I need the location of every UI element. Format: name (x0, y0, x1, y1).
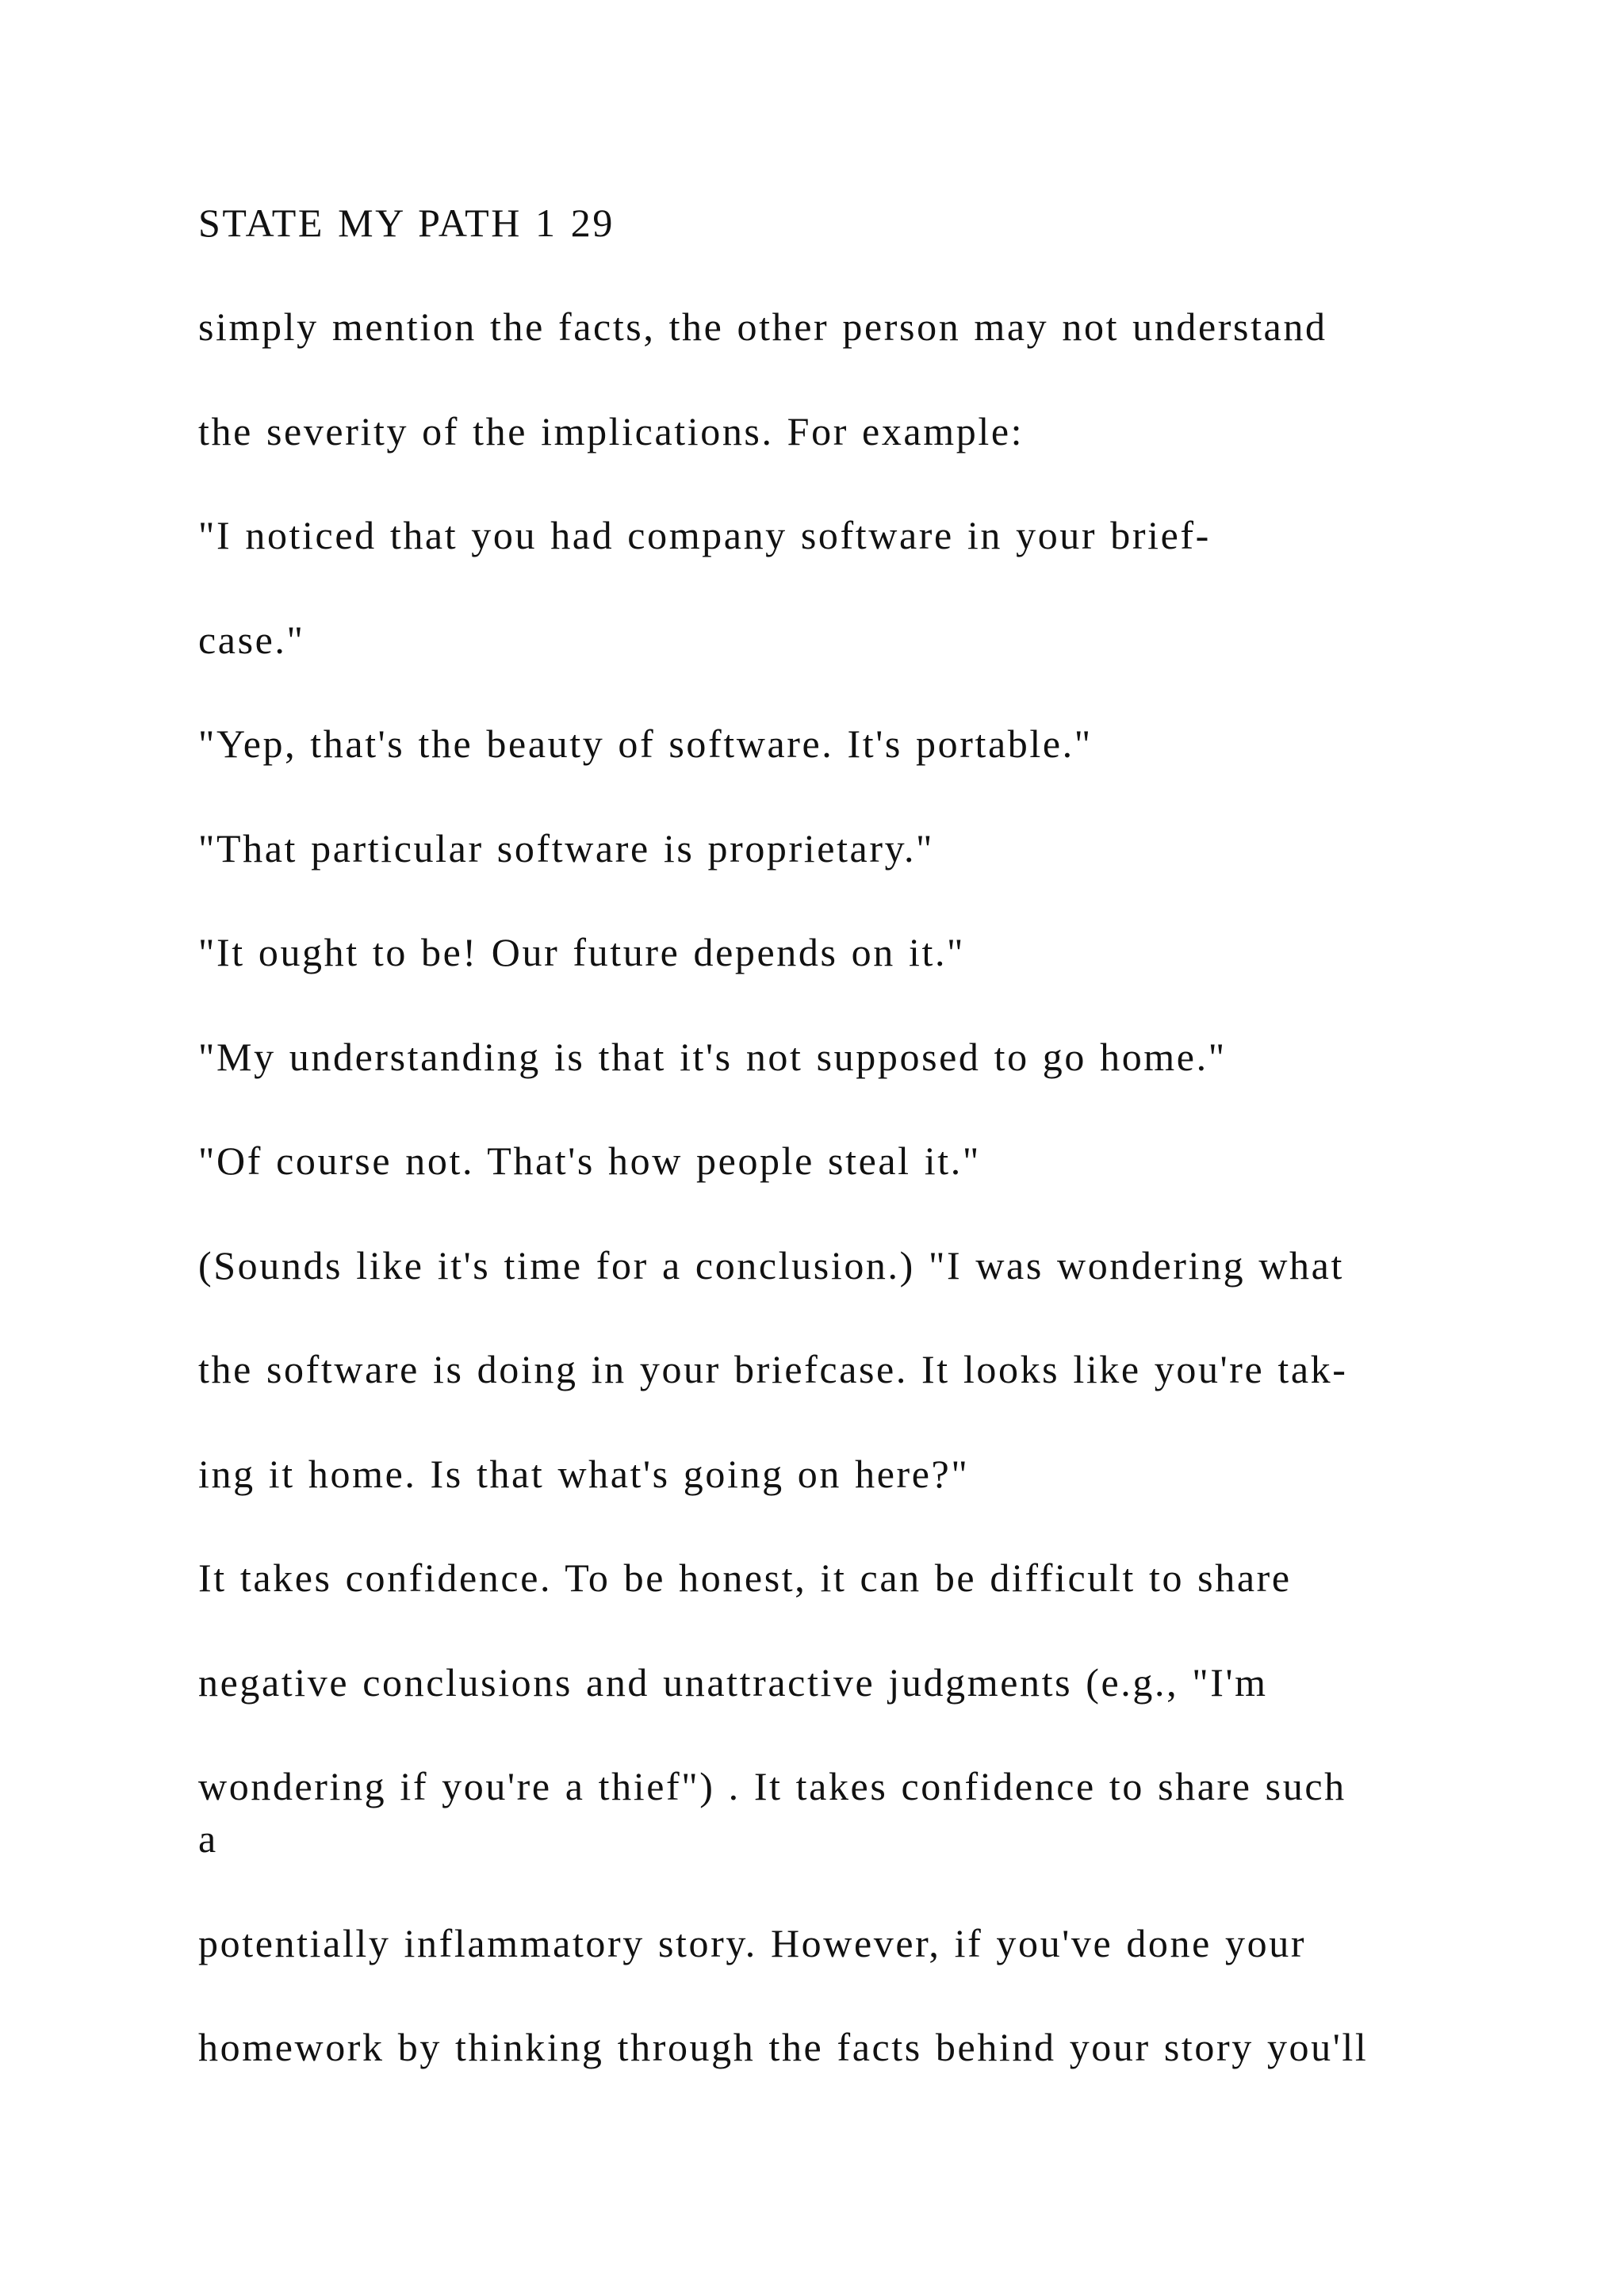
body-line-9: "Of course not. That's how people steal it." (198, 1138, 981, 1183)
body-line-2: the severity of the implications. For example: (198, 409, 1025, 453)
body-line-11: the software is doing in your briefcase. It looks like you're tak- (198, 1347, 1348, 1391)
body-line-18: homework by thinking through the facts behind your story you'll (198, 2025, 1369, 2069)
body-line-12: ing it home. Is that what's going on here?" (198, 1452, 970, 1496)
body-line-3: "I noticed that you had company software in your brief- (198, 513, 1211, 557)
body-line-7: "It ought to be! Our future depends on it." (198, 930, 966, 974)
body-line-15: wondering if you're a thief") . It takes confidence to share such (198, 1764, 1346, 1808)
body-line-13: It takes confidence. To be honest, it can be difficult to share (198, 1556, 1292, 1600)
running-head: STATE MY PATH 1 29 (198, 201, 615, 245)
body-line-6: "That particular software is proprietary." (198, 826, 935, 871)
body-line-16: a (198, 1816, 218, 1861)
body-line-1: simply mention the facts, the other person may not understand (198, 304, 1327, 349)
body-line-5: "Yep, that's the beauty of software. It's portable." (198, 721, 1093, 766)
body-line-14: negative conclusions and unattractive judgments (e.g., "I'm (198, 1660, 1268, 1705)
body-line-4: case." (198, 618, 305, 662)
body-line-10: (Sounds like it's time for a conclusion.) "I was wondering what (198, 1243, 1344, 1288)
body-line-8: "My understanding is that it's not supposed to go home." (198, 1035, 1227, 1079)
body-line-17: potentially inflammatory story. However, if you've done your (198, 1921, 1307, 1965)
